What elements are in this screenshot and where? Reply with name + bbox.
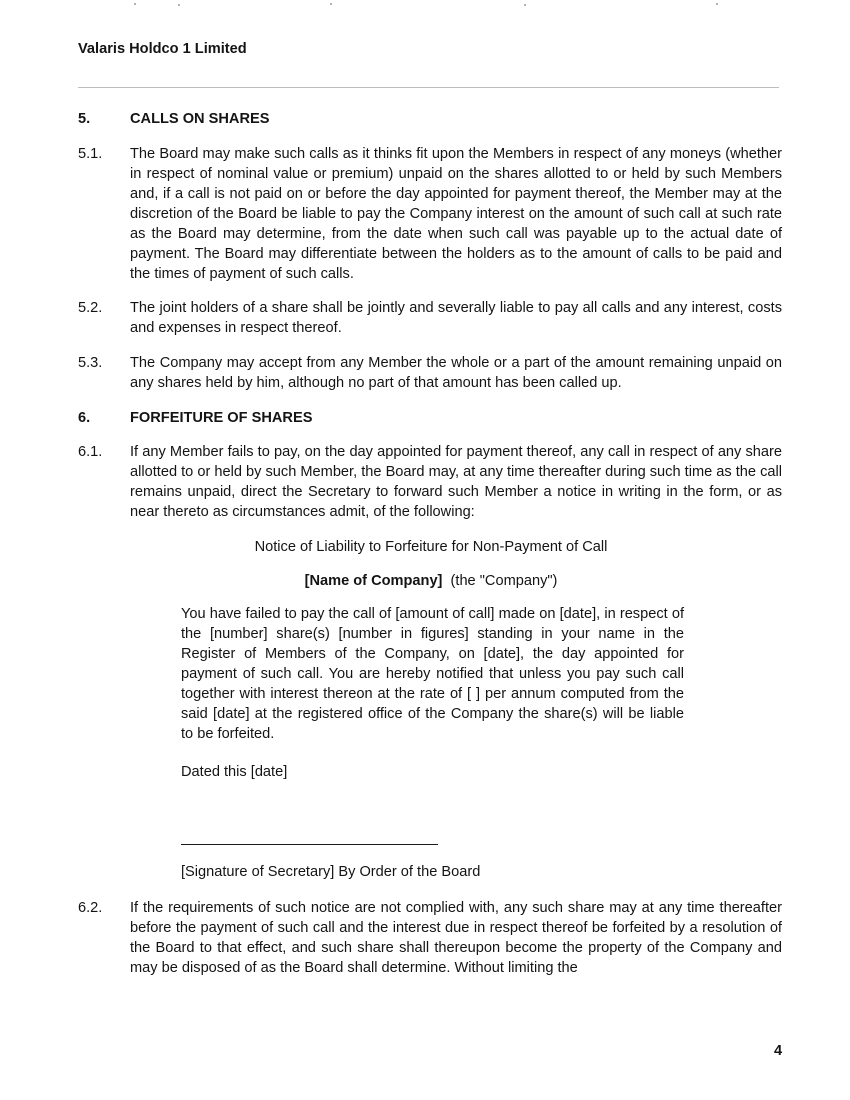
section-title: FORFEITURE OF SHARES [130, 410, 313, 426]
clause-text: The joint holders of a share shall be jointly and severally liable to pay all calls and any interest, costs and expenses in respect thereof. [130, 300, 782, 336]
scan-speck [524, 4, 526, 6]
notice-body: You have failed to pay the call of [amount of call] made on [date], in respect of the [number] share(s) [number in figures] standing in your name in the Register of Members of the Company, on [date], the day appointed for payment of such call. You are hereby notified that unless you pay such call together with interest thereon at the rate of [ ] per annum computed from the said [date] at the registered office of the Company the share(s) will be liable to be forfeited. [181, 606, 684, 742]
clause-5-1 [78, 144, 782, 284]
notice-title: Notice of Liability to Forfeiture for Non-Payment of Call [254, 539, 608, 555]
scan-speck [716, 3, 718, 5]
section-title: CALLS ON SHARES [130, 111, 270, 127]
scan-speck [330, 3, 332, 5]
company-suffix: (the "Company") [450, 573, 558, 589]
clause-number: 5.2. [78, 300, 103, 316]
clause-text: The Board may make such calls as it thinks fit upon the Members in respect of any moneys (whether in respect of nominal value or premium) unpaid on the shares allotted to or held by such Members and, if a call is not paid on or before the day appointed for payment thereof, the Member may at the discretion of the Board be liable to pay the Company interest on the amount of such call at such rate as the Board may determine, from the date when such call was payable up to the actual date of payment. The Board may differentiate between the holders as to the amount of calls to be paid and the times of payment of such calls. [130, 146, 782, 282]
signature-caption: [Signature of Secretary] By Order of the Board [181, 864, 481, 880]
clause-5-3 [78, 353, 782, 393]
section-number: 5. [78, 111, 91, 127]
document-header-company-name: Valaris Holdco 1 Limited [78, 41, 247, 57]
clause-number: 6.2. [78, 900, 103, 916]
page-number: 4 [774, 1043, 783, 1059]
clause-6-1 [78, 442, 782, 522]
header-divider [78, 87, 779, 88]
company-placeholder: [Name of Company] [304, 573, 443, 589]
notice-dated-line: Dated this [date] [181, 764, 288, 780]
clause-number: 6.1. [78, 444, 103, 460]
section-number: 6. [78, 410, 91, 426]
clause-number: 5.3. [78, 355, 103, 371]
clause-5-2 [78, 298, 782, 338]
notice-company-line [0, 571, 850, 591]
scan-speck [178, 4, 180, 6]
scan-speck [134, 3, 136, 5]
clause-text: If the requirements of such notice are not complied with, any such share may at any time thereafter before the payment of such call and the interest due in respect thereof be forfeited by a resolution of the Board to that effect, and such share shall thereupon become the property of the Company and may be disposed of as the Board shall determine. Without limiting the [130, 900, 782, 976]
clause-text: The Company may accept from any Member the whole or a part of the amount remaining unpaid on any shares held by him, although no part of that amount has been called up. [130, 355, 782, 391]
clause-number: 5.1. [78, 146, 103, 162]
signature-line [181, 844, 438, 845]
clause-6-2 [78, 898, 782, 978]
clause-text: If any Member fails to pay, on the day appointed for payment thereof, any call in respect of any share allotted to or held by such Member, the Board may, at any time thereafter during such time as the call remains unpaid, direct the Secretary to forward such Member a notice in writing in the form, or as near thereto as circumstances admit, of the following: [130, 444, 782, 520]
